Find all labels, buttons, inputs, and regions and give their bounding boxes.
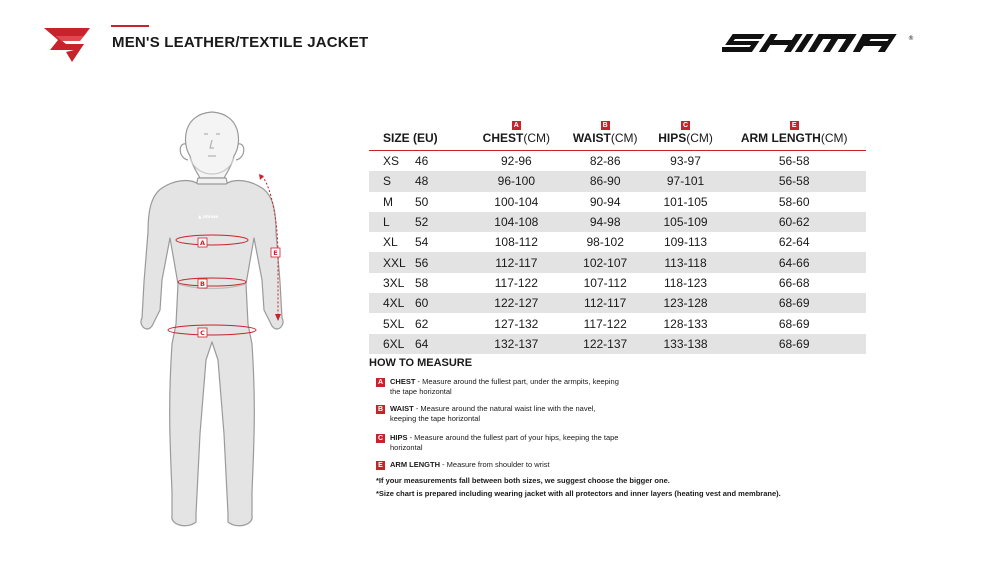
sizing-note: *If your measurements fall between both sizes, we suggest choose the bigger one. [376, 476, 670, 485]
page-title: MEN'S LEATHER/TEXTILE JACKET [112, 34, 369, 51]
eu-size-cell: 60 [411, 293, 471, 313]
measure-chest: A CHEST - Measure around the fullest part, under the armpits, keeping the tape horizontal [377, 377, 619, 396]
table-row [369, 313, 866, 333]
hips-cell: 101-105 [663, 194, 708, 209]
chest-badge: A [513, 122, 519, 129]
arm-length-cell: 56-58 [778, 154, 810, 169]
arm-length-cell: 58-60 [778, 194, 810, 209]
header-hips: C HIPS(CM) [658, 122, 713, 145]
eu-size-cell: 50 [415, 194, 429, 209]
size-cell: XL [383, 235, 398, 250]
table-row [369, 212, 866, 232]
arm-length-cell: 68-69 [722, 293, 866, 313]
table-row [369, 232, 866, 252]
eu-size-cell: 46 [415, 154, 429, 169]
chest-cell: 100-104 [494, 194, 539, 209]
size-chart-table [369, 115, 866, 354]
arm-badge: E [790, 121, 799, 130]
size-cell: 6XL [369, 334, 411, 354]
size-cell: XXL [369, 252, 411, 272]
waist-cell: 90-94 [589, 194, 621, 209]
measure-waist: B WAIST - Measure around the natural waist line with the navel, keeping the tape horizontal [377, 404, 596, 423]
chest-cell: 127-132 [494, 316, 539, 331]
arm-length-cell: 56-58 [722, 171, 866, 191]
svg-text:®: ® [908, 35, 914, 42]
measure-hips: C HIPS - Measure around the fullest part of your hips, keeping the tape horizontal [377, 433, 619, 452]
hips-cell: 128-133 [663, 316, 708, 331]
table-row [369, 293, 866, 313]
protector-note: *Size chart is prepared including wearing jacket with all protectors and inner layers (heating vest and membrane). [376, 489, 781, 498]
hips-cell: 113-118 [649, 252, 723, 272]
header-waist: B WAIST(CM) [572, 122, 638, 145]
waist-badge: B [602, 122, 608, 129]
hips-cell: 105-109 [649, 212, 723, 232]
waist-marker: B [200, 280, 205, 288]
size-cell: 3XL [383, 275, 405, 290]
how-to-measure-title: HOW TO MEASURE [369, 357, 473, 369]
size-cell: L [369, 212, 411, 232]
svg-text:▲ shima: ▲ shima [198, 215, 219, 220]
shima-emblem-icon [44, 28, 90, 62]
waist-cell: 112-117 [562, 293, 649, 313]
table-row [369, 334, 866, 354]
measure-arm-length: E ARM LENGTH - Measure from shoulder to wrist [376, 460, 620, 470]
table-row [369, 151, 866, 172]
arm-marker: E [273, 249, 278, 257]
chest-marker: A [199, 239, 206, 247]
body-silhouette-figure [128, 104, 296, 536]
waist-cell: 86-90 [562, 171, 649, 191]
chest-cell: 112-117 [471, 252, 562, 272]
arm-length-cell: 64-66 [722, 252, 866, 272]
eu-size-cell: 64 [411, 334, 471, 354]
waist-cell: 82-86 [589, 154, 621, 169]
table-row [369, 171, 866, 191]
size-cell: 4XL [369, 293, 411, 313]
arm-length-cell: 62-64 [778, 235, 810, 250]
eu-size-cell: 54 [415, 235, 429, 250]
hips-cell: 133-138 [649, 334, 723, 354]
table-row [369, 273, 866, 293]
arm-length-cell: 60-62 [722, 212, 866, 232]
hips-cell: 118-123 [663, 275, 708, 290]
waist-cell: 94-98 [562, 212, 649, 232]
waist-cell: 122-137 [562, 334, 649, 354]
shima-logo [722, 30, 922, 60]
arm-length-cell: 68-69 [778, 316, 810, 331]
table-row [369, 252, 866, 272]
hips-cell: 109-113 [663, 235, 708, 250]
waist-cell: 107-112 [583, 275, 627, 290]
chest-cell: 96-100 [471, 171, 562, 191]
waist-cell: 117-122 [583, 316, 627, 331]
chest-cell: 104-108 [471, 212, 562, 232]
size-cell: M [383, 194, 393, 209]
hips-marker: C [200, 329, 205, 337]
header-arm-length: E ARM LENGTH(CM) [740, 122, 848, 145]
eu-size-cell: 48 [411, 171, 471, 191]
eu-size-cell: 58 [415, 275, 429, 290]
hips-cell: 97-101 [649, 171, 723, 191]
size-cell: 5XL [383, 316, 405, 331]
waist-cell: 102-107 [562, 252, 649, 272]
chest-cell: 108-112 [494, 235, 538, 250]
table-header-row [369, 115, 866, 151]
title-accent-line [111, 25, 149, 27]
table-row [369, 192, 866, 212]
size-cell: XS [383, 154, 400, 169]
arm-length-cell: 66-68 [778, 275, 810, 290]
chest-cell: 92-96 [500, 154, 532, 169]
hips-cell: 123-128 [649, 293, 723, 313]
chest-cell: 132-137 [471, 334, 562, 354]
arm-length-cell: 68-69 [722, 334, 866, 354]
eu-size-cell: 62 [415, 316, 429, 331]
header-chest: A CHEST(CM) [482, 122, 550, 145]
eu-size-cell: 52 [411, 212, 471, 232]
chest-cell: 122-127 [471, 293, 562, 313]
hips-cell: 93-97 [670, 154, 701, 169]
eu-size-cell: 56 [411, 252, 471, 272]
waist-cell: 98-102 [586, 235, 624, 250]
size-cell: S [369, 171, 411, 191]
hips-badge: C [683, 122, 689, 129]
chest-cell: 117-122 [494, 275, 538, 290]
header-size: SIZE (EU) [383, 131, 438, 145]
